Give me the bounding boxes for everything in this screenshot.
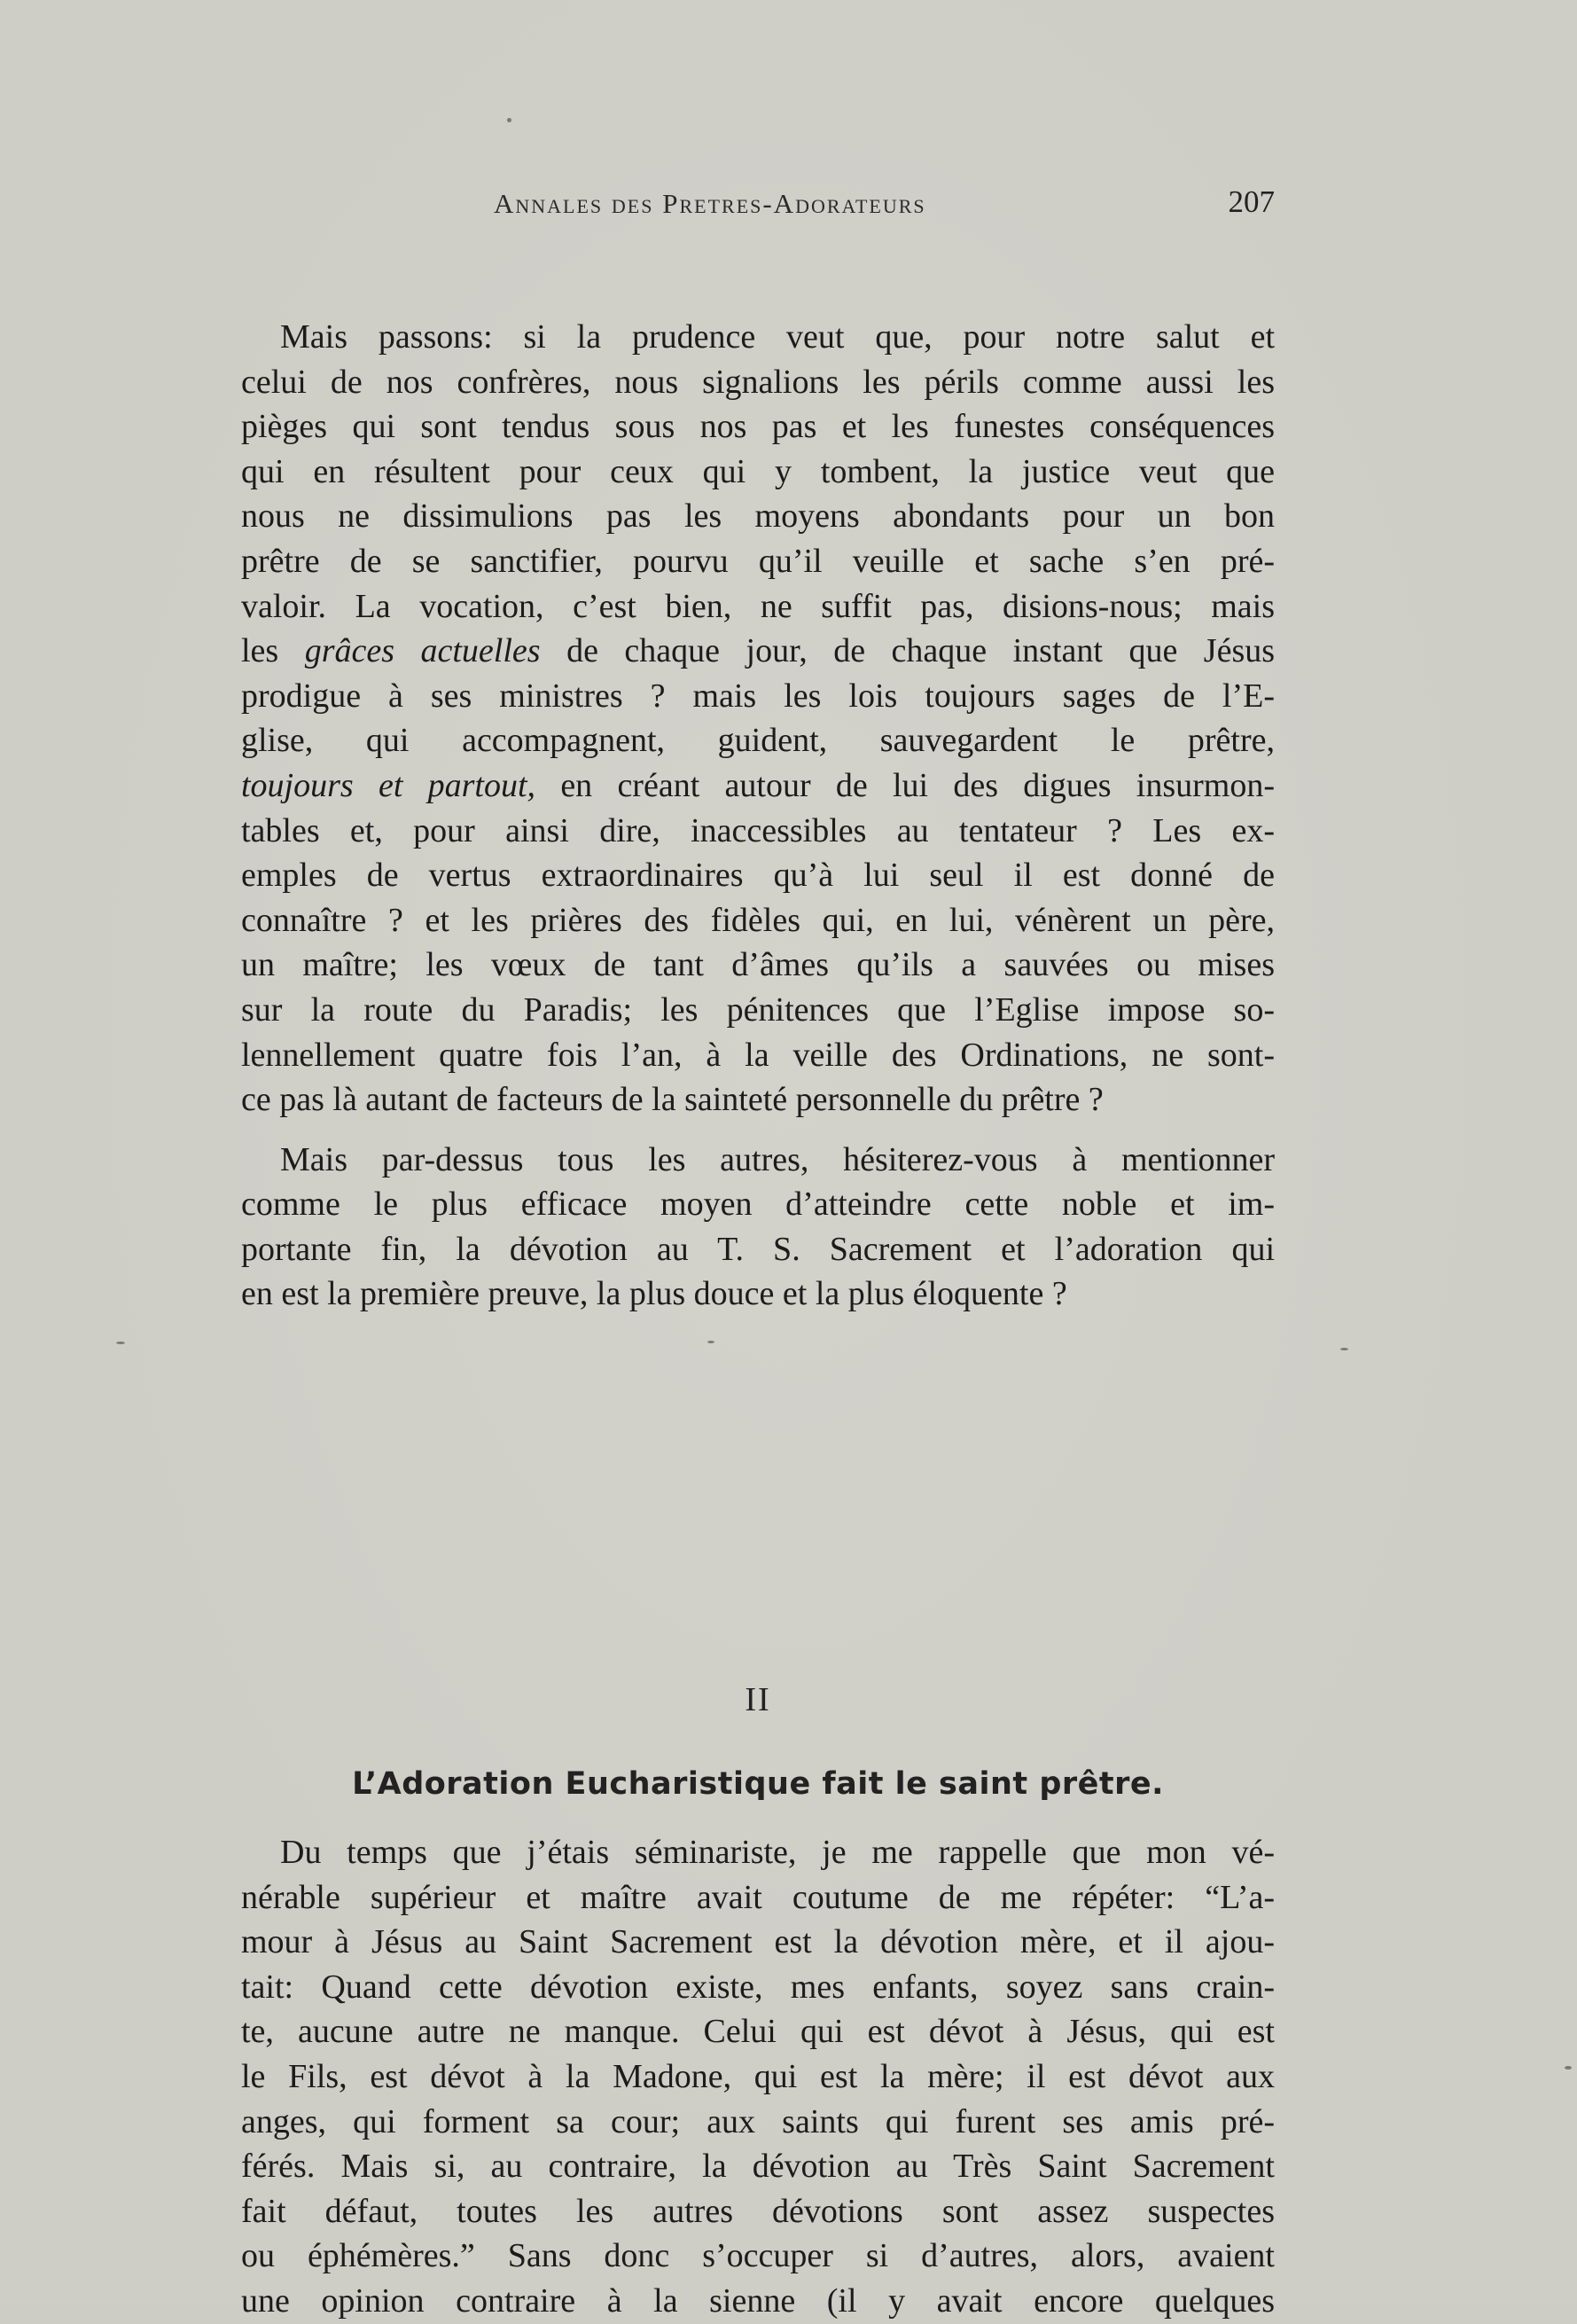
text-line: férés. Mais si, au contraire, la dévotion au Très Saint Sacrement	[241, 2148, 1275, 2186]
text-line: sur la route du Paradis; les pénitences que l’Eglise impose so-	[241, 990, 1275, 1029]
text-line: un maître; les vœux de tant d’âmes qu’ils a sauvées ou mises	[241, 946, 1275, 984]
text-line: une opinion contraire à la sienne (il y avait encore quelques	[241, 2281, 1275, 2320]
text-line: celui de nos confrères, nous signalions les périls comme aussi les	[241, 363, 1275, 401]
text-line: Du temps que j’étais séminariste, je me rappelle que mon vé-	[280, 1834, 1275, 1871]
text-line: prêtre de se sanctifier, pourvu qu’il veuille et sache s’en pré-	[241, 542, 1275, 580]
section-numeral: II	[745, 1681, 771, 1718]
text-line: anges, qui forment sa cour; aux saints qui furent ses amis pré-	[241, 2102, 1275, 2140]
paper-speck	[116, 1342, 125, 1344]
paragraph-2	[241, 1138, 1275, 1317]
paper-speck	[707, 1341, 714, 1343]
paragraph-1	[241, 315, 1275, 1123]
text-line: nous ne dissimulions pas les moyens abondants pour un bon	[241, 497, 1275, 536]
text-line: lennellement quatre fois l’an, à la veille des Ordinations, ne sont-	[241, 1036, 1275, 1074]
text-line: ou éphémères.” Sans donc s’occuper si d’autres, alors, avaient	[241, 2237, 1275, 2275]
paragraph-3	[241, 1830, 1275, 2324]
text-line: Mais passons: si la prudence veut que, pour notre salut et	[280, 318, 1275, 356]
text-line: comme le plus efficace moyen d’atteindre cette noble et im-	[241, 1185, 1275, 1224]
text-line: nérable supérieur et maître avait coutume de me répéter: “L’a-	[241, 1878, 1275, 1916]
page-number: 207	[1228, 184, 1275, 219]
text-line: emples de vertus extraordinaires qu’à lui seul il est donné de	[241, 857, 1275, 895]
body-text	[241, 315, 1276, 2320]
text-line: tables et, pour ainsi dire, inaccessibles au tentateur ? Les ex-	[241, 811, 1275, 849]
text-line: tait: Quand cette dévotion existe, mes enfants, soyez sans crain-	[241, 1968, 1275, 2006]
text-line: connaître ? et les prières des fidèles qui, en lui, vénèrent un père,	[241, 901, 1275, 939]
italic-phrase: toujours et partout,	[241, 766, 536, 804]
text-line: glise, qui accompagnent, guident, sauvegardent le prêtre,	[241, 722, 1275, 760]
line-rest: de chaque jour, de chaque instant que Jésus	[566, 632, 1276, 670]
paper-speck	[1340, 1348, 1348, 1350]
running-head	[241, 184, 1275, 227]
text-line: qui en résultent pour ceux qui y tombent, la justice veut que	[241, 452, 1275, 490]
paper-speck	[507, 118, 511, 122]
running-title: Annales des Pretres-Adorateurs	[494, 188, 926, 219]
text-line: te, aucune autre ne manque. Celui qui est dévot à Jésus, qui est	[241, 2013, 1275, 2051]
text-line-with-italic	[241, 629, 1275, 674]
text-line: en est la première preuve, la plus douce et la plus éloquente ?	[241, 1275, 1067, 1313]
section-title: L’Adoration Eucharistique fait le saint prêtre.	[352, 1766, 1164, 1802]
paper-speck	[1565, 2066, 1572, 2070]
text-line-with-italic	[241, 763, 1275, 809]
text-line: ce pas là autant de facteurs de la sainteté personnelle du prêtre ?	[241, 1081, 1104, 1119]
text-line: prodigue à ses ministres ? mais les lois toujours sages de l’E-	[241, 677, 1275, 715]
italic-phrase: grâces actuelles	[304, 632, 541, 670]
text-line: Mais par-dessus tous les autres, hésiterez-vous à mentionner	[280, 1140, 1275, 1178]
text-line: valoir. La vocation, c’est bien, ne suffit pas, disions-nous; mais	[241, 587, 1275, 625]
text-line: portante fin, la dévotion au T. S. Sacrement et l’adoration qui	[241, 1230, 1275, 1268]
text-line: fait défaut, toutes les autres dévotions sont assez suspectes	[241, 2192, 1275, 2230]
line-rest: en créant autour de lui des digues insurmon-	[560, 766, 1275, 804]
text-line: pièges qui sont tendus sous nos pas et les funestes conséquences	[241, 408, 1275, 446]
text-line: le Fils, est dévot à la Madone, qui est la mère; il est dévot aux	[241, 2057, 1275, 2095]
text-line: mour à Jésus au Saint Sacrement est la dévotion mère, et il ajou-	[241, 1923, 1275, 1961]
line-prefix: les	[241, 632, 279, 670]
